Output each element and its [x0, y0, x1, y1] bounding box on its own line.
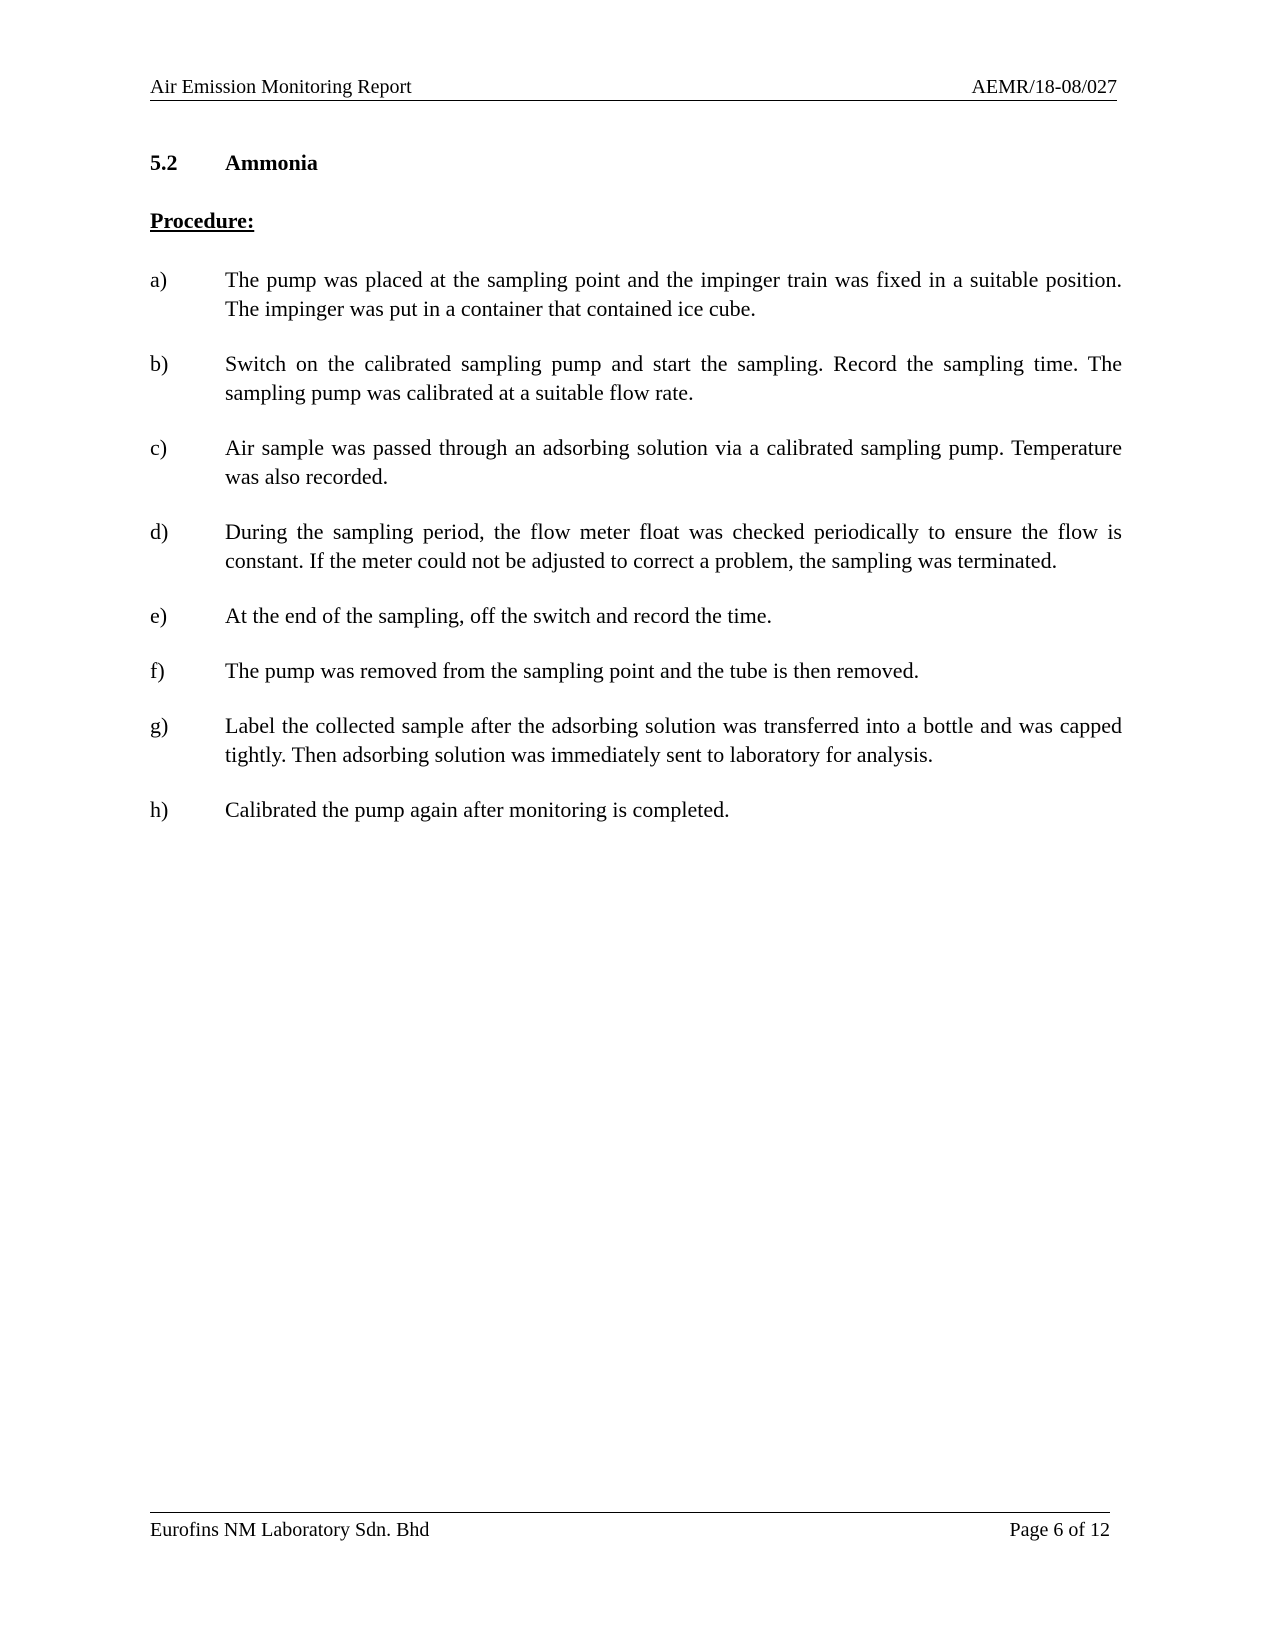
step-marker: e): [150, 603, 168, 628]
page-header: [150, 76, 1117, 101]
step-marker: a): [150, 267, 168, 292]
section-number: 5.2: [150, 150, 178, 175]
step-marker: h): [150, 797, 169, 822]
step-text: Calibrated the pump again after monitoring is completed.: [225, 797, 730, 822]
page-footer: [150, 1512, 1110, 1541]
step-text: During the sampling period, the flow meter float was checked periodically to ensure the flow is constant. If the meter could not be adjusted to correct a problem, the sampling was terminated.: [225, 519, 1122, 573]
procedure-step: [150, 349, 1122, 407]
procedure-heading: Procedure:: [150, 208, 255, 233]
procedure-steps: [150, 265, 1122, 824]
page-number: Page 6 of 12: [1009, 1519, 1110, 1541]
step-marker: g): [150, 713, 169, 738]
step-text: Switch on the calibrated sampling pump and start the sampling. Record the sampling time. The sampling pump was calibrated at a suitable flow rate.: [225, 351, 1122, 405]
step-text: Air sample was passed through an adsorbing solution via a calibrated sampling pump. Temperature was also recorded.: [225, 435, 1122, 489]
procedure-step: [150, 265, 1122, 323]
procedure-step: [150, 433, 1122, 491]
report-number: AEMR/18-08/027: [971, 76, 1117, 98]
section-title: Ammonia: [225, 150, 318, 175]
step-text: At the end of the sampling, off the switch and record the time.: [225, 603, 773, 628]
procedure-step: [150, 601, 1122, 630]
step-text: The pump was placed at the sampling point and the impinger train was fixed in a suitable position. The impinger was put in a container that contained ice cube.: [225, 267, 1122, 321]
procedure-step: [150, 656, 1122, 685]
step-text: The pump was removed from the sampling point and the tube is then removed.: [225, 658, 920, 683]
step-marker: d): [150, 519, 169, 544]
procedure-step: [150, 795, 1122, 824]
procedure-step: [150, 711, 1122, 769]
procedure-step: [150, 517, 1122, 575]
step-marker: b): [150, 351, 169, 376]
step-marker: f): [150, 658, 165, 683]
footer-company: Eurofins NM Laboratory Sdn. Bhd: [150, 1519, 430, 1541]
report-title: Air Emission Monitoring Report: [150, 76, 412, 98]
step-marker: c): [150, 435, 168, 460]
step-text: Label the collected sample after the adsorbing solution was transferred into a bottle and was capped tightly. Then adsorbing solution was immediately sent to laboratory for analysis.: [225, 713, 1122, 767]
